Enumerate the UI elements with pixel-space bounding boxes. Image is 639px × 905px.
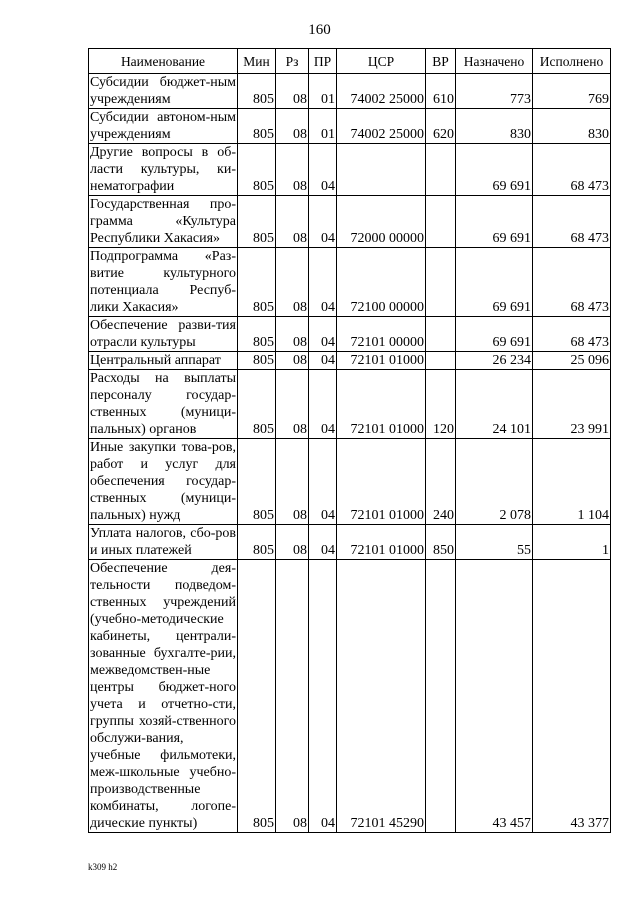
row-min: 805 — [238, 525, 276, 560]
row-assigned: 24 101 — [456, 370, 533, 439]
row-vr: 620 — [426, 109, 456, 144]
row-name: Субсидии бюджет-ным учреждениям — [90, 75, 236, 107]
row-vr — [426, 317, 456, 352]
table-row — [89, 74, 611, 109]
row-executed: 830 — [533, 109, 611, 144]
row-rz: 08 — [276, 439, 309, 525]
row-rz: 08 — [276, 352, 309, 370]
budget-table — [88, 48, 611, 833]
row-executed: 1 104 — [533, 439, 611, 525]
row-assigned: 26 234 — [456, 352, 533, 370]
row-vr: 240 — [426, 439, 456, 525]
header-name: Наименование — [89, 49, 238, 74]
table-row — [89, 439, 611, 525]
row-rz: 08 — [276, 317, 309, 352]
row-assigned: 830 — [456, 109, 533, 144]
row-rz: 08 — [276, 560, 309, 833]
header-pr: ПР — [309, 49, 337, 74]
table-row — [89, 109, 611, 144]
row-pr: 01 — [309, 109, 337, 144]
row-executed: 68 473 — [533, 144, 611, 196]
row-csr: 72101 01000 — [337, 370, 426, 439]
row-vr: 610 — [426, 74, 456, 109]
page-number: 160 — [308, 22, 331, 38]
header-vr: ВР — [426, 49, 456, 74]
row-min: 805 — [238, 109, 276, 144]
row-name: Обеспечение дея-тельности подведом-ственных учреждений (учебно-методические кабинеты, централи-зованные бухгалте-рии, межведомствен-ные центры бюджет-ного учета и отчетно-сти, группы хозяй-ственного обслужи-вания, учебные фильмотеки, меж-школьные учебно-производственные комбинаты, логопе-дические пункты) — [90, 561, 236, 831]
row-vr — [426, 352, 456, 370]
table-row — [89, 248, 611, 317]
row-rz: 08 — [276, 196, 309, 248]
row-rz: 08 — [276, 370, 309, 439]
row-pr: 04 — [309, 248, 337, 317]
row-min: 805 — [238, 74, 276, 109]
row-csr — [337, 144, 426, 196]
row-name: Уплата налогов, сбо-ров и иных платежей — [90, 526, 236, 558]
row-pr: 04 — [309, 370, 337, 439]
row-min: 805 — [238, 317, 276, 352]
row-assigned: 69 691 — [456, 144, 533, 196]
header-min: Мин — [238, 49, 276, 74]
row-executed: 68 473 — [533, 248, 611, 317]
row-pr: 04 — [309, 439, 337, 525]
header-rz: Рз — [276, 49, 309, 74]
row-min: 805 — [238, 370, 276, 439]
row-assigned: 2 078 — [456, 439, 533, 525]
row-pr: 04 — [309, 525, 337, 560]
header-csr: ЦСР — [337, 49, 426, 74]
table-row — [89, 560, 611, 833]
row-pr: 04 — [309, 352, 337, 370]
row-vr — [426, 248, 456, 317]
row-csr: 74002 25000 — [337, 74, 426, 109]
row-pr: 04 — [309, 317, 337, 352]
row-pr: 04 — [309, 144, 337, 196]
row-vr — [426, 144, 456, 196]
row-pr: 04 — [309, 560, 337, 833]
row-executed: 23 991 — [533, 370, 611, 439]
table-row — [89, 196, 611, 248]
row-name: Государственная про-грамма «Культура Республики Хакасия» — [90, 197, 236, 246]
row-rz: 08 — [276, 109, 309, 144]
row-vr — [426, 560, 456, 833]
table-row — [89, 144, 611, 196]
header-executed: Исполнено — [533, 49, 611, 74]
table-row — [89, 370, 611, 439]
row-min: 805 — [238, 196, 276, 248]
header-assigned: Назначено — [456, 49, 533, 74]
row-vr — [426, 196, 456, 248]
row-executed: 1 — [533, 525, 611, 560]
row-name: Иные закупки това-ров, работ и услуг для обеспечения государ-ственных (муници-пальных) нужд — [90, 440, 236, 523]
footer-code: k309 h2 — [88, 862, 118, 872]
table-header-row — [89, 49, 611, 74]
row-executed: 43 377 — [533, 560, 611, 833]
row-min: 805 — [238, 144, 276, 196]
row-name: Центральный аппарат — [89, 352, 238, 370]
row-pr: 04 — [309, 196, 337, 248]
row-min: 805 — [238, 352, 276, 370]
row-rz: 08 — [276, 248, 309, 317]
row-name: Подпрограмма «Раз-витие культурного потенциала Респуб-лики Хакасия» — [90, 249, 236, 315]
row-min: 805 — [238, 248, 276, 317]
row-csr: 72101 45290 — [337, 560, 426, 833]
row-name: Другие вопросы в об-ласти культуры, ки-нематографии — [90, 145, 236, 194]
row-executed: 769 — [533, 74, 611, 109]
row-assigned: 43 457 — [456, 560, 533, 833]
row-assigned: 55 — [456, 525, 533, 560]
row-min: 805 — [238, 560, 276, 833]
row-rz: 08 — [276, 74, 309, 109]
row-csr: 72101 01000 — [337, 525, 426, 560]
table-row — [89, 352, 611, 370]
row-min: 805 — [238, 439, 276, 525]
row-assigned: 773 — [456, 74, 533, 109]
row-name: Обеспечение разви-тия отрасли культуры — [90, 318, 236, 350]
row-rz: 08 — [276, 144, 309, 196]
row-assigned: 69 691 — [456, 317, 533, 352]
row-vr: 850 — [426, 525, 456, 560]
row-executed: 25 096 — [533, 352, 611, 370]
row-executed: 68 473 — [533, 317, 611, 352]
row-csr: 72101 01000 — [337, 439, 426, 525]
row-assigned: 69 691 — [456, 196, 533, 248]
row-csr: 72100 00000 — [337, 248, 426, 317]
row-executed: 68 473 — [533, 196, 611, 248]
row-name: Расходы на выплаты персоналу государ-ственных (муници-пальных) органов — [90, 371, 236, 437]
table-row — [89, 525, 611, 560]
row-csr: 74002 25000 — [337, 109, 426, 144]
row-vr: 120 — [426, 370, 456, 439]
row-csr: 72101 00000 — [337, 317, 426, 352]
row-csr: 72101 01000 — [337, 352, 426, 370]
row-csr: 72000 00000 — [337, 196, 426, 248]
row-name: Субсидии автоном-ным учреждениям — [90, 110, 236, 142]
row-rz: 08 — [276, 525, 309, 560]
row-assigned: 69 691 — [456, 248, 533, 317]
row-pr: 01 — [309, 74, 337, 109]
table-row — [89, 317, 611, 352]
